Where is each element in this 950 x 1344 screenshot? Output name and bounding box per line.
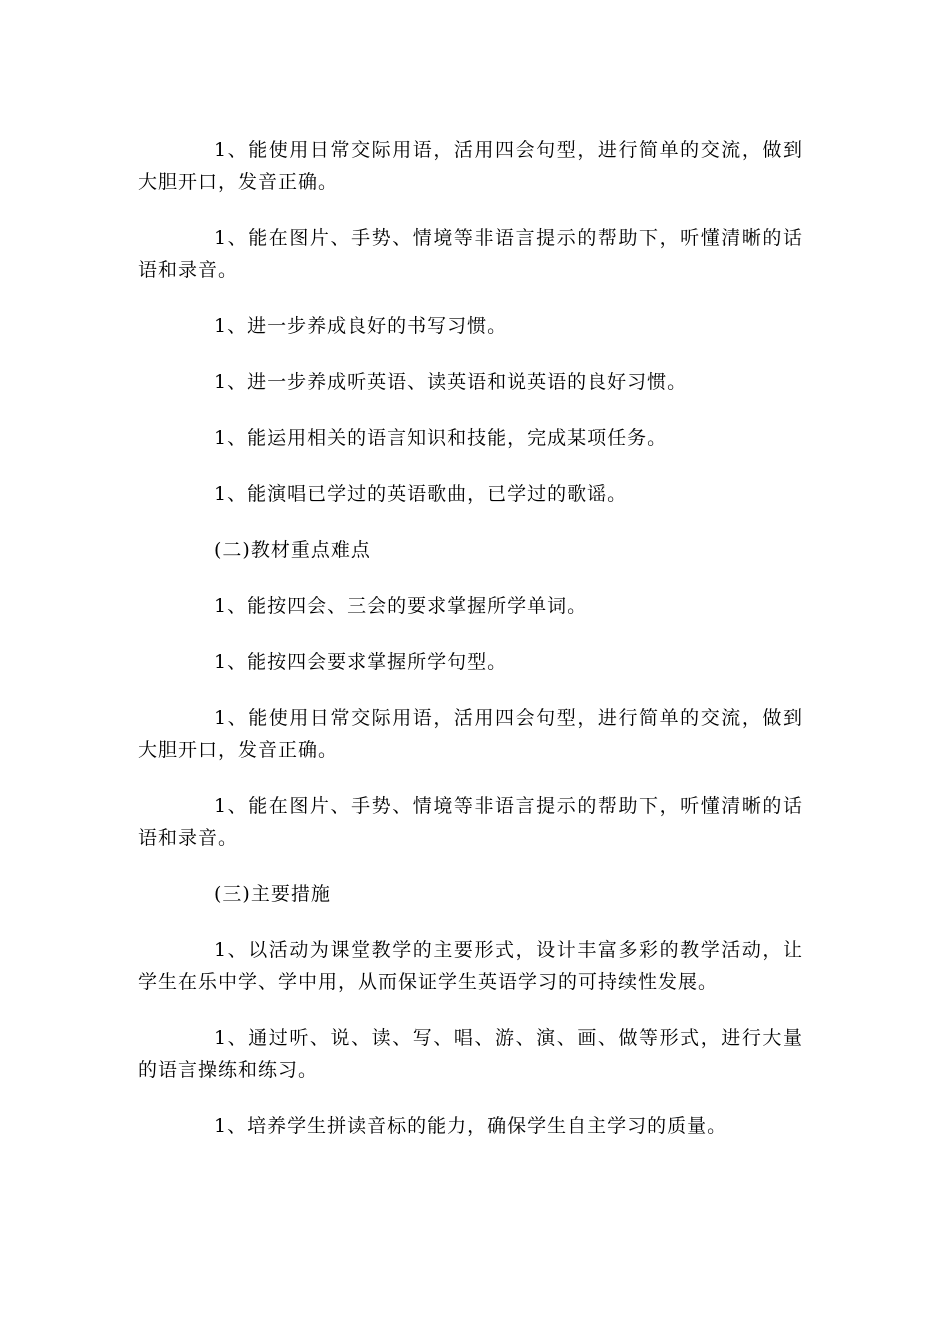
paragraph-5: 1、能运用相关的语言知识和技能，完成某项任务。 bbox=[214, 427, 668, 449]
section-heading-main-measures: (三)主要措施 bbox=[214, 883, 331, 905]
paragraph-10: 1、能在图片、手势、情境等非语言提示的帮助下，听懂清晰的话语和录音。 bbox=[138, 795, 803, 849]
paragraph-6: 1、能演唱已学过的英语歌曲，已学过的歌谣。 bbox=[214, 483, 628, 505]
paragraph-2: 1、能在图片、手势、情境等非语言提示的帮助下，听懂清晰的话语和录音。 bbox=[138, 227, 803, 281]
paragraph-12: 1、通过听、说、读、写、唱、游、演、画、做等形式，进行大量的语言操练和练习。 bbox=[138, 1027, 803, 1081]
paragraph-1: 1、能使用日常交际用语，活用四会句型，进行简单的交流，做到大胆开口，发音正确。 bbox=[138, 139, 803, 193]
paragraph-13: 1、培养学生拼读音标的能力，确保学生自主学习的质量。 bbox=[214, 1115, 728, 1137]
paragraph-3: 1、进一步养成良好的书写习惯。 bbox=[214, 315, 508, 337]
paragraph-7: 1、能按四会、三会的要求掌握所学单词。 bbox=[214, 595, 588, 617]
paragraph-9: 1、能使用日常交际用语，活用四会句型，进行简单的交流，做到大胆开口，发音正确。 bbox=[138, 707, 803, 761]
paragraph-8: 1、能按四会要求掌握所学句型。 bbox=[214, 651, 508, 673]
paragraph-11: 1、以活动为课堂教学的主要形式，设计丰富多彩的教学活动，让学生在乐中学、学中用，从而保证学生英语学习的可持续性发展。 bbox=[138, 939, 803, 993]
section-heading-key-points: (二)教材重点难点 bbox=[214, 539, 371, 561]
paragraph-4: 1、进一步养成听英语、读英语和说英语的良好习惯。 bbox=[214, 371, 688, 393]
document-body bbox=[138, 134, 803, 1166]
